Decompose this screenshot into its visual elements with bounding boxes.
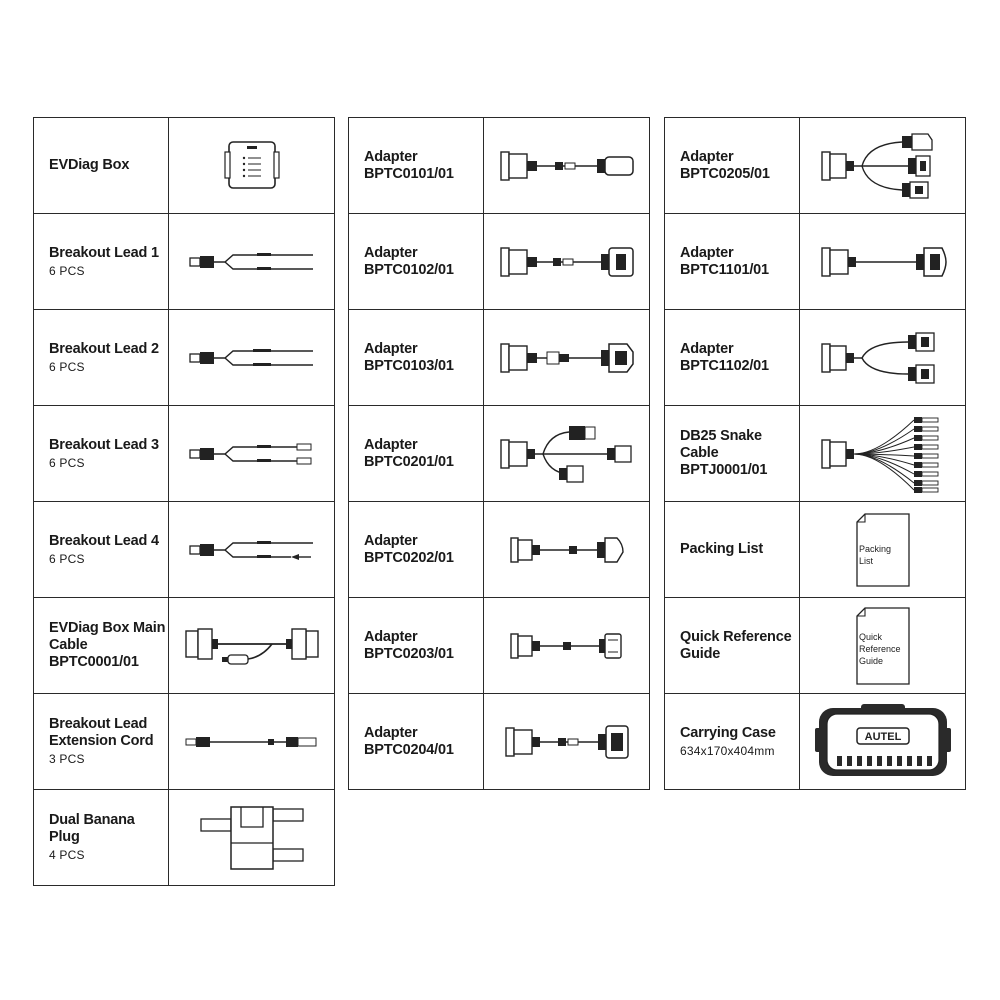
item-name: Breakout Lead 3 [49,436,159,453]
item-row [34,310,334,406]
item-name: Adapter BPTC1102/01 [680,340,769,374]
item-name: EVDiag Box Main Cable BPTC0001/01 [49,620,166,670]
item-quantity: 634x170x404mm [680,743,775,758]
item-label [665,406,800,501]
adapter-cable-icon [507,530,627,570]
item-picture [484,694,649,789]
item-quantity: 6 PCS [49,359,85,374]
item-label [34,310,169,405]
item-name: Breakout Lead 2 [49,340,159,357]
adapter-cable-icon [497,146,637,186]
carrying-case-icon [813,702,953,782]
item-label [34,118,169,213]
item-name: EVDiag Box [49,157,130,173]
item-quantity: 6 PCS [49,551,85,566]
item-row [349,406,649,502]
accessory-table-column-1 [33,117,335,886]
breakout-lead-icon [187,343,317,373]
item-label [349,694,484,789]
item-label [665,310,800,405]
item-label [665,214,800,309]
item-label [34,502,169,597]
item-picture [169,118,334,213]
item-name: Carrying Case [680,724,776,741]
quick-reference-guide-icon [853,606,913,686]
adapter-split-cable-icon [818,130,948,202]
item-name: Adapter BPTC0203/01 [364,628,454,662]
item-name: Adapter BPTC0202/01 [364,532,454,566]
item-name: Adapter BPTC1101/01 [680,244,769,278]
item-name: Adapter BPTC0103/01 [364,340,454,374]
adapter-split-cable-icon [818,330,948,386]
item-picture [169,310,334,405]
item-picture [484,214,649,309]
breakout-lead-icon [187,535,317,565]
item-quantity: 6 PCS [49,263,85,278]
item-quantity: 3 PCS [49,752,85,766]
item-picture [800,502,965,597]
item-name: Adapter BPTC0102/01 [364,244,454,278]
item-quantity: 4 PCS [49,848,85,862]
item-label [349,310,484,405]
item-row [34,502,334,598]
item-row [665,502,965,598]
item-label [349,406,484,501]
item-picture [484,310,649,405]
item-name: DB25 Snake Cable BPTJ0001/01 [680,428,768,478]
item-picture [484,502,649,597]
evdiag-box-icon [217,136,287,196]
item-picture [169,790,334,885]
doc-title-line: Guide [858,655,883,666]
item-name: Adapter BPTC0201/01 [364,436,454,470]
item-label [349,502,484,597]
item-row [34,214,334,310]
item-row [34,406,334,502]
doc-title-line: List [858,555,873,566]
item-row [349,502,649,598]
item-picture [800,694,965,789]
item-row [665,310,965,406]
banana-plug-icon [197,803,307,873]
item-label [665,694,800,789]
item-label [665,598,800,693]
item-picture [800,214,965,309]
item-label [34,790,169,885]
packing-list-icon [853,512,913,588]
item-label [34,598,169,693]
item-row [665,694,965,789]
item-picture [169,694,334,789]
item-picture [484,118,649,213]
breakout-lead-icon [187,247,317,277]
item-label [665,502,800,597]
doc-title-line: Quick [858,631,882,642]
item-picture [169,214,334,309]
item-label [34,406,169,501]
adapter-cable-icon [502,720,632,764]
item-row [349,598,649,694]
item-label [665,118,800,213]
item-picture [800,310,965,405]
item-picture [800,598,965,693]
item-picture [169,406,334,501]
item-row [665,598,965,694]
item-row [34,118,334,214]
adapter-cable-icon [507,626,627,666]
item-label [34,694,169,789]
item-row [349,310,649,406]
doc-title-line: Reference [858,643,901,654]
item-label [349,214,484,309]
item-name: Adapter BPTC0205/01 [680,148,770,182]
adapter-cable-icon [497,240,637,284]
item-row [34,790,334,885]
item-picture [800,118,965,213]
case-brand-logo: AUTEL [864,730,901,743]
item-picture [484,598,649,693]
snake-cable-icon [818,414,948,494]
item-picture [800,406,965,501]
adapter-cable-icon [497,336,637,380]
item-row [349,118,649,214]
item-name: Quick Reference Guide [680,628,792,662]
item-label [349,598,484,693]
item-name: Adapter BPTC0101/01 [364,148,454,182]
item-name: Dual Banana Plug [49,812,135,845]
item-quantity: 6 PCS [49,455,85,470]
breakout-lead-icon [187,439,317,469]
item-picture [169,598,334,693]
item-label [349,118,484,213]
item-row [665,406,965,502]
item-name: Breakout Lead Extension Cord [49,716,154,749]
item-row [349,214,649,310]
item-picture [169,502,334,597]
item-row [349,694,649,789]
item-name: Packing List [680,541,764,557]
item-picture [484,406,649,501]
item-row [665,214,965,310]
item-name: Breakout Lead 4 [49,532,159,549]
item-row [34,598,334,694]
adapter-split-cable-icon [497,422,637,486]
item-row [665,118,965,214]
main-cable-icon [182,621,322,671]
item-name: Breakout Lead 1 [49,244,159,261]
adapter-cable-icon [818,240,948,284]
extension-cord-icon [182,730,322,754]
item-row [34,694,334,790]
doc-title-line: Packing [858,543,891,554]
item-name: Adapter BPTC0204/01 [364,724,454,758]
item-label [34,214,169,309]
accessory-table-column-3 [664,117,966,790]
accessory-table-column-2 [348,117,650,790]
